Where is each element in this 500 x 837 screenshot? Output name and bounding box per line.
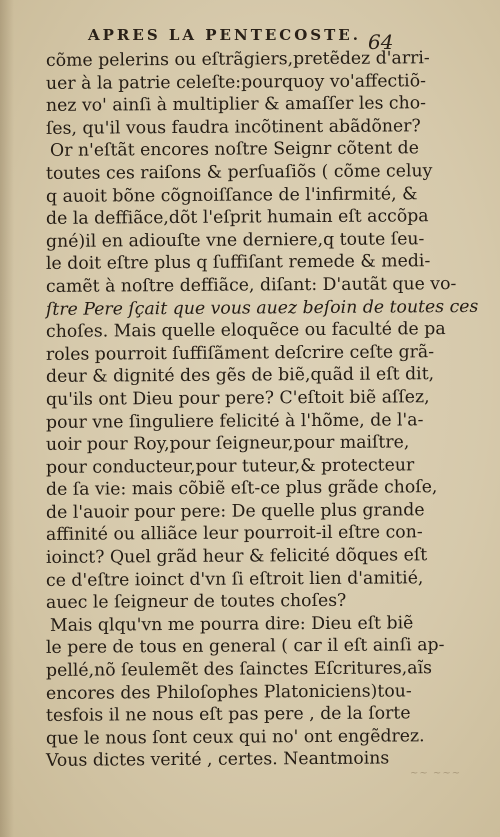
text-line: pellé,nõ ſeulemẽt des ſainctes Eſcritures,aĩs [45,658,433,681]
text-line: pour vne ſinguliere felicité à l'hõme, de l'a- [45,409,424,433]
text-line: ce d'eſtre ioinct d'vn ſi eſtroit lien d'amitié, [45,567,424,591]
text-line: q auoit bõne cõgnoiſſance de l'infirmité, & [45,183,418,207]
text-line: encores des Philoſophes Platoniciens)tou- [45,680,412,704]
text-line: tesfois il ne nous eſt pas pere , de la ſorte [45,703,411,727]
page-number: 64 [368,30,394,54]
text-line: de ſa vie: mais cõbiẽ eſt-ce plus grãde choſe, [45,477,438,501]
text-line: de l'auoir pour pere: De quelle plus grande [45,500,425,523]
body-text [30,48,479,773]
paragraph-start-line: Or n'eſtãt encores noſtre Seignr cõtent de [49,138,419,162]
paragraph-start-line: Mais qlqu'vn me pourra dire: Dieu eſt biẽ [49,613,414,636]
text-line: gné)il en adiouſte vne derniere,q toute ſeu- [45,228,425,252]
running-title: APRES LA PENTECOSTE. [88,26,361,44]
text-line: nez vo' ainſi à multiplier & amaſſer les cho- [45,93,427,117]
margin-mark: ~~ ~~~ [410,768,462,779]
text-line: cõme pelerins ou eſtrãgiers,pretẽdez d'arri- [45,48,430,71]
text-line: qu'ils ont Dieu pour pere? C'eſtoit biẽ aſſez, [45,387,430,410]
text-line: pour conducteur,pour tuteur,& protecteur [45,455,415,478]
text-line: toutes ces raiſons & perſuaſiõs ( cõme celuy [45,161,433,184]
italic-quote-line: ſtre Pere ſçait que vous auez beſoin de toutes ces [45,296,479,320]
text-line: auec le ſeigneur de toutes choſes? [45,591,347,614]
text-line: deur & dignité des gẽs de biẽ,quãd il eſt dit, [45,364,435,388]
text-line: roles pourroit ſuffiſãment deſcrire ceſte grã- [45,341,435,365]
text-line: camẽt à noſtre deffiãce, diſant: D'autãt que vo- [45,273,457,297]
text-line: le pere de tous en general ( car il eſt ainſi ap- [45,635,445,659]
text-line: ioinct? Quel grãd heur & felicité dõques eſt [45,545,428,568]
text-line: de la deffiãce,dõt l'eſprit humain eſt accõpa [45,206,429,230]
text-line: choſes. Mais quelle eloquẽce ou faculté de pa [45,319,446,343]
text-line: ſes, qu'il vous faudra incõtinent abãdõner? [45,116,421,139]
gutter-shadow [0,0,14,837]
text-line: le doit eſtre plus q ſuffiſant remede & medi- [45,251,431,275]
text-line: affinité ou alliãce leur pourroit-il eſtre con- [45,522,423,546]
text-line: uoir pour Roy,pour ſeigneur,pour maiſtre, [45,432,410,455]
text-line: que le nous ſont ceux qui no' ont engẽdrez. [45,726,425,749]
text-line: uer à la patrie celeſte:pourquoy vo'affectiõ- [45,70,426,94]
text-line: Vous dictes verité , certes. Neantmoins [45,748,390,772]
